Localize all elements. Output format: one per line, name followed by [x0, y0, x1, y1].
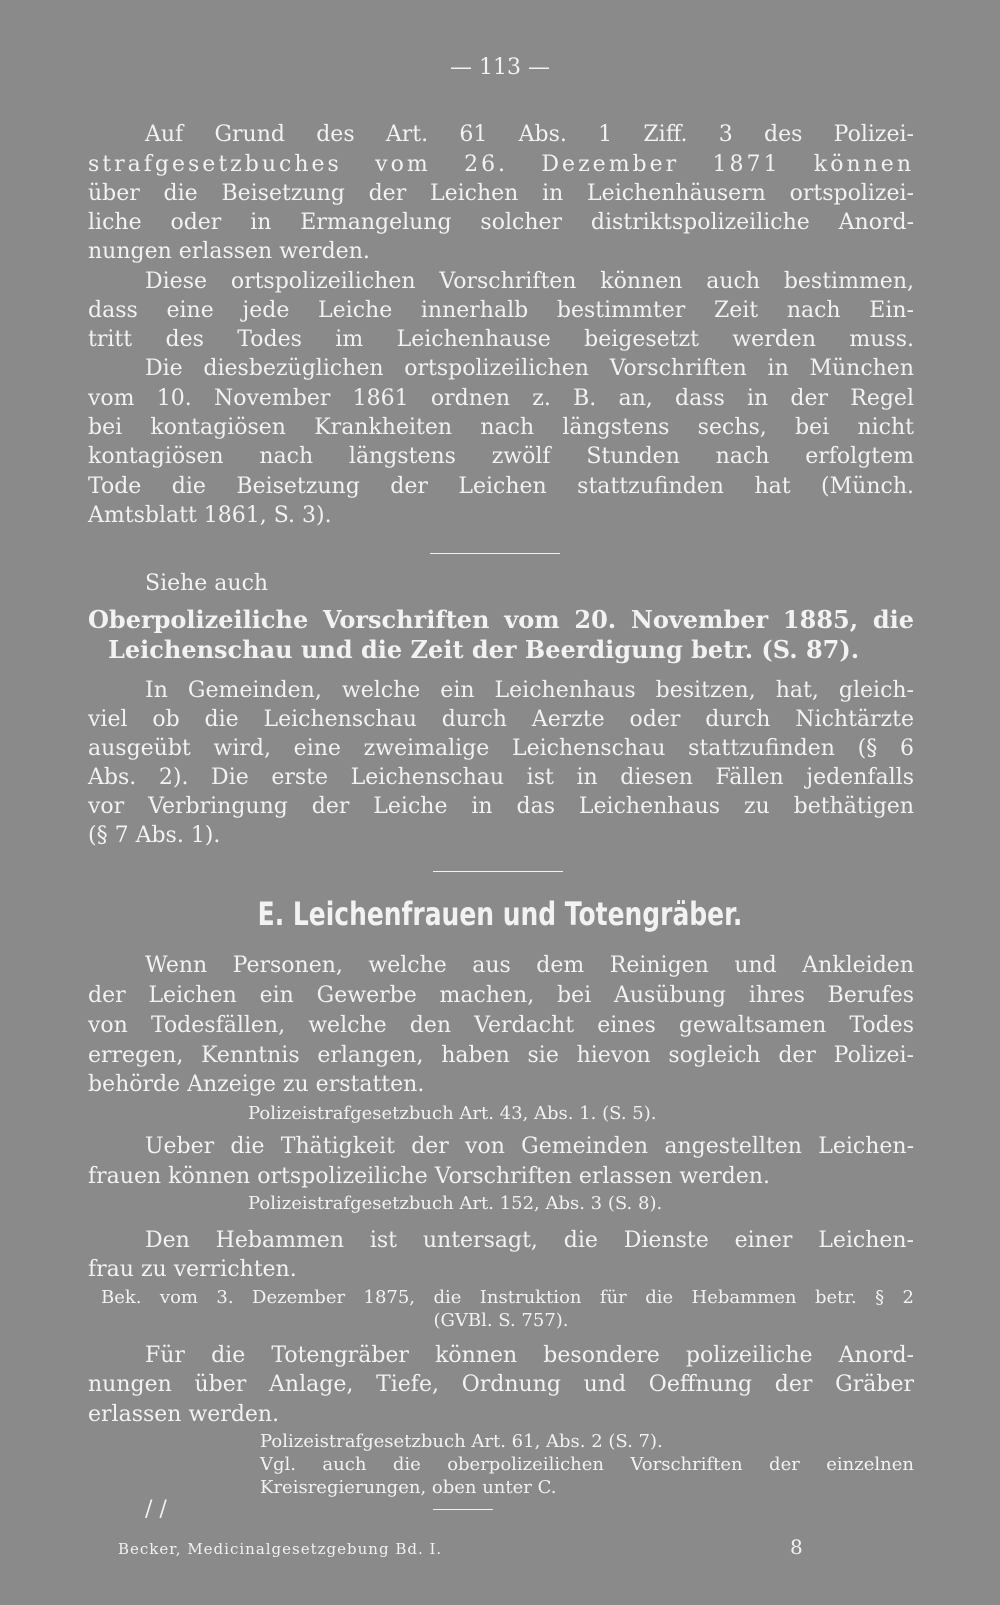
text-line: ausgeübt wird, eine zweimalige Leichenschau stattzufinden (§ 6: [88, 736, 914, 761]
citation: Polizeistrafgesetzbuch Art. 43, Abs. 1. (S. 5).: [248, 1103, 657, 1124]
text-line: nungen erlassen werden.: [88, 239, 370, 264]
text-line: strafgesetzbuches vom 26. Dezember 1871 können: [88, 152, 914, 177]
text-line: (§ 7 Abs. 1).: [88, 823, 221, 848]
text-line: Auf Grund des Art. 61 Abs. 1 Ziff. 3 des Polizei-: [145, 122, 914, 147]
citation: Vgl. auch die oberpolizeilichen Vorschriften der einzelnen: [260, 1454, 914, 1475]
text-line: von Todesfällen, welche den Verdacht eines gewaltsamen Todes: [88, 1013, 914, 1038]
text-line: Tode die Beisetzung der Leichen stattzufinden hat (Münch.: [88, 474, 914, 499]
divider: [433, 871, 563, 872]
text-line: erregen, Kenntnis erlangen, haben sie hievon sogleich der Polizei-: [88, 1043, 914, 1068]
reference-title: Leichenschau und die Zeit der Beerdigung betr. (S. 87).: [108, 635, 860, 664]
citation: Kreisregierungen, oben unter C.: [260, 1477, 557, 1498]
text-line: frauen können ortspolizeiliche Vorschriften erlassen werden.: [88, 1164, 770, 1189]
text-line: behörde Anzeige zu erstatten.: [88, 1072, 425, 1097]
text-line: nungen über Anlage, Tiefe, Ordnung und Oeffnung der Gräber: [88, 1372, 914, 1397]
text-line: der Leichen ein Gewerbe machen, bei Ausübung ihres Berufes: [88, 983, 914, 1008]
text-line: liche oder in Ermangelung solcher distriktspolizeiliche Anord-: [88, 210, 914, 235]
text-line: kontagiösen nach längstens zwölf Stunden nach erfolgtem: [88, 444, 914, 469]
divider: [430, 553, 560, 554]
text-line: Wenn Personen, welche aus dem Reinigen und Ankleiden: [145, 953, 914, 978]
text-line: In Gemeinden, welche ein Leichenhaus besitzen, hat, gleich-: [145, 678, 914, 703]
text-line: Diese ortspolizeilichen Vorschriften können auch bestimmen,: [145, 269, 914, 294]
see-also-label: Siehe auch: [145, 571, 269, 596]
text-line: tritt des Todes im Leichenhause beigesetzt werden muss.: [88, 327, 914, 352]
text-line: Für die Totengräber können besondere polizeiliche Anord-: [145, 1343, 914, 1368]
citation: Bek. vom 3. Dezember 1875, die Instruktion für die Hebammen betr. § 2: [101, 1287, 914, 1308]
footer-marks: / /: [145, 1497, 167, 1522]
text-line: Amtsblatt 1861, S. 3).: [88, 503, 332, 528]
divider: [433, 1509, 493, 1510]
citation: (GVBl. S. 757).: [433, 1310, 569, 1331]
citation: Polizeistrafgesetzbuch Art. 152, Abs. 3 (S. 8).: [248, 1193, 663, 1214]
signature-number: 8: [790, 1535, 803, 1559]
text-line: Den Hebammen ist untersagt, die Dienste einer Leichen-: [145, 1228, 914, 1253]
citation: Polizeistrafgesetzbuch Art. 61, Abs. 2 (S. 7).: [260, 1431, 663, 1452]
text-line: Ueber die Thätigkeit der von Gemeinden angestellten Leichen-: [145, 1134, 914, 1159]
text-line: über die Beisetzung der Leichen in Leichenhäusern ortspolizei-: [88, 181, 914, 206]
reference-title: Oberpolizeiliche Vorschriften vom 20. November 1885, die: [88, 605, 914, 634]
text-line: erlassen werden.: [88, 1402, 280, 1427]
text-line: Abs. 2). Die erste Leichenschau ist in diesen Fällen jedenfalls: [88, 765, 914, 790]
text-line: Die diesbezüglichen ortspolizeilichen Vorschriften in München: [145, 356, 914, 381]
page-number: — 113 —: [450, 55, 550, 80]
section-heading: E. Leichenfrauen und Totengräber.: [257, 895, 743, 933]
text-line: bei kontagiösen Krankheiten nach längstens sechs, bei nicht: [88, 415, 914, 440]
text-line: dass eine jede Leiche innerhalb bestimmter Zeit nach Ein-: [88, 298, 914, 323]
footer-imprint: Becker, Medicinalgesetzgebung Bd. I.: [118, 1540, 443, 1558]
text-line: viel ob die Leichenschau durch Aerzte oder durch Nichtärzte: [88, 707, 914, 732]
text-line: vom 10. November 1861 ordnen z. B. an, dass in der Regel: [88, 386, 914, 411]
text-line: vor Verbringung der Leiche in das Leichenhaus zu bethätigen: [88, 794, 914, 819]
text-line: frau zu verrichten.: [88, 1257, 297, 1282]
